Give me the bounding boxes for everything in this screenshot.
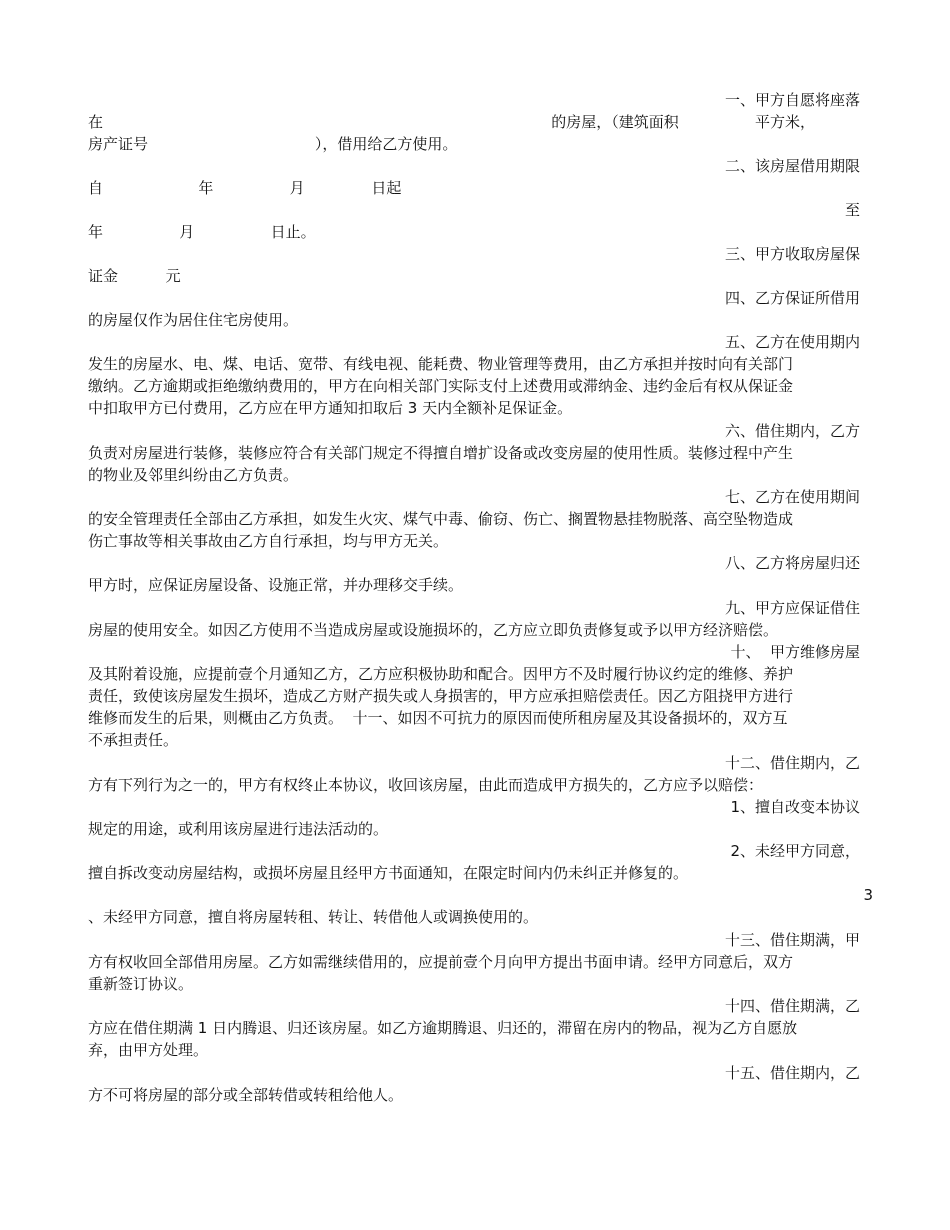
clause-13-heading: 十三、借住期满，甲 — [724, 931, 860, 949]
clause-14-line: 弃，由甲方处理。 — [88, 1041, 209, 1059]
clause-12-item-3-line: 、未经甲方同意，擅自将房屋转租、转让、转借他人或调换使用的。 — [88, 908, 539, 926]
clause-6-line: 负责对房屋进行装修，装修应符合有关部门规定不得擅自增扩设备或改变房屋的使用性质。装修过程中产生 — [88, 444, 794, 462]
clause-9-heading: 九、甲方应保证借住 — [724, 599, 860, 617]
clause-9-line: 房屋的使用安全。如因乙方使用不当造成房屋或设施损坏的，乙方应立即负责修复或予以甲方经济赔偿。 — [88, 621, 779, 639]
clause-12-item-3-number: 3 — [863, 886, 873, 904]
clause-6-line: 的物业及邻里纠纷由乙方负责。 — [88, 466, 299, 484]
clause-5-line: 中扣取甲方已付费用，乙方应在甲方通知扣取后 3 天内全额补足保证金。 — [88, 399, 573, 417]
clause-8-heading: 八、乙方将房屋归还 — [724, 554, 860, 572]
clause-10-line: 责任，致使该房屋发生损坏，造成乙方财产损失或人身损害的，甲方应承担赔偿责任。因乙方阻挠甲方进行 — [88, 687, 794, 705]
clause-2-line: 自 年 月 日起 — [88, 179, 402, 197]
clause-11-line: 不承担责任。 — [88, 731, 179, 749]
clause-7-line: 伤亡事故等相关事故由乙方自行承担，均与甲方无关。 — [88, 532, 449, 550]
clause-2-heading: 二、该房屋借用期限 — [724, 157, 860, 175]
clause-6-heading: 六、借住期内，乙方 — [724, 422, 860, 440]
clause-12-line: 方有下列行为之一的，甲方有权终止本协议，收回该房屋，由此而造成甲方损失的，乙方应予以赔偿： — [88, 776, 764, 794]
clause-8-line: 甲方时，应保证房屋设备、设施正常，并办理移交手续。 — [88, 576, 464, 594]
clause-13-line: 方有权收回全部借用房屋。乙方如需继续借用的，应提前壹个月向甲方提出书面申请。经甲方同意后，双方 — [88, 953, 794, 971]
clause-7-heading: 七、乙方在使用期间 — [724, 488, 860, 506]
clause-14-line: 方应在借住期满 1 日内腾退、归还该房屋。如乙方逾期腾退、归还的，滞留在房内的物品，视为乙方自愿放 — [88, 1019, 798, 1037]
clause-2-line: 至 — [844, 201, 860, 219]
clause-15-line: 方不可将房屋的部分或全部转借或转租给他人。 — [88, 1086, 404, 1104]
clause-4-line: 的房屋仅作为居住住宅房使用。 — [88, 311, 299, 329]
clause-15-heading: 十五、借住期内，乙 — [724, 1064, 860, 1082]
clause-1-heading: 一、甲方自愿将座落 — [724, 91, 860, 109]
clause-1-line: 房产证号 ），借用给乙方使用。 — [88, 135, 458, 153]
clause-10-heading: 十、 甲方维修房屋 — [730, 643, 860, 661]
clause-12-item-2-line: 擅自拆改变动房屋结构，或损坏房屋且经甲方书面通知，在限定时间内仍未纠正并修复的。 — [88, 864, 689, 882]
clause-13-line: 重新签订协议。 — [88, 975, 194, 993]
clause-2-line: 年 月 日止。 — [88, 223, 316, 241]
clause-3-line: 证金 元 — [88, 267, 181, 285]
clause-7-line: 的安全管理责任全部由乙方承担，如发生火灾、煤气中毒、偷窃、伤亡、搁置物悬挂物脱落、高空坠物造成 — [88, 510, 794, 528]
clause-10-line: 及其附着设施，应提前壹个月通知乙方，乙方应积极协助和配合。因甲方不及时履行协议约定的维修、养护 — [88, 665, 794, 683]
clause-12-item-1-line: 规定的用途，或利用该房屋进行违法活动的。 — [88, 820, 389, 838]
clause-10-line: 维修而发生的后果，则概由乙方负责。 十一、如因不可抗力的原因而使所租房屋及其设备损坏的，双方互 — [88, 709, 788, 727]
clause-1-line: 在 的房屋，（建筑面积 平方米， — [88, 113, 815, 131]
clause-4-heading: 四、乙方保证所借用 — [724, 289, 860, 307]
clause-12-item-1-heading: 1、擅自改变本协议 — [730, 798, 860, 816]
clause-5-heading: 五、乙方在使用期内 — [724, 333, 860, 351]
clause-5-line: 发生的房屋水、电、煤、电话、宽带、有线电视、能耗费、物业管理等费用，由乙方承担并按时向有关部门 — [88, 355, 794, 373]
clause-3-heading: 三、甲方收取房屋保 — [724, 245, 860, 263]
clause-12-heading: 十二、借住期内，乙 — [724, 754, 860, 772]
clause-5-line: 缴纳。乙方逾期或拒绝缴纳费用的，甲方在向相关部门实际支付上述费用或滞纳金、违约金后有权从保证金 — [88, 377, 794, 395]
clause-14-heading: 十四、借住期满，乙 — [724, 997, 860, 1015]
clause-12-item-2-heading: 2、未经甲方同意， — [730, 842, 860, 860]
